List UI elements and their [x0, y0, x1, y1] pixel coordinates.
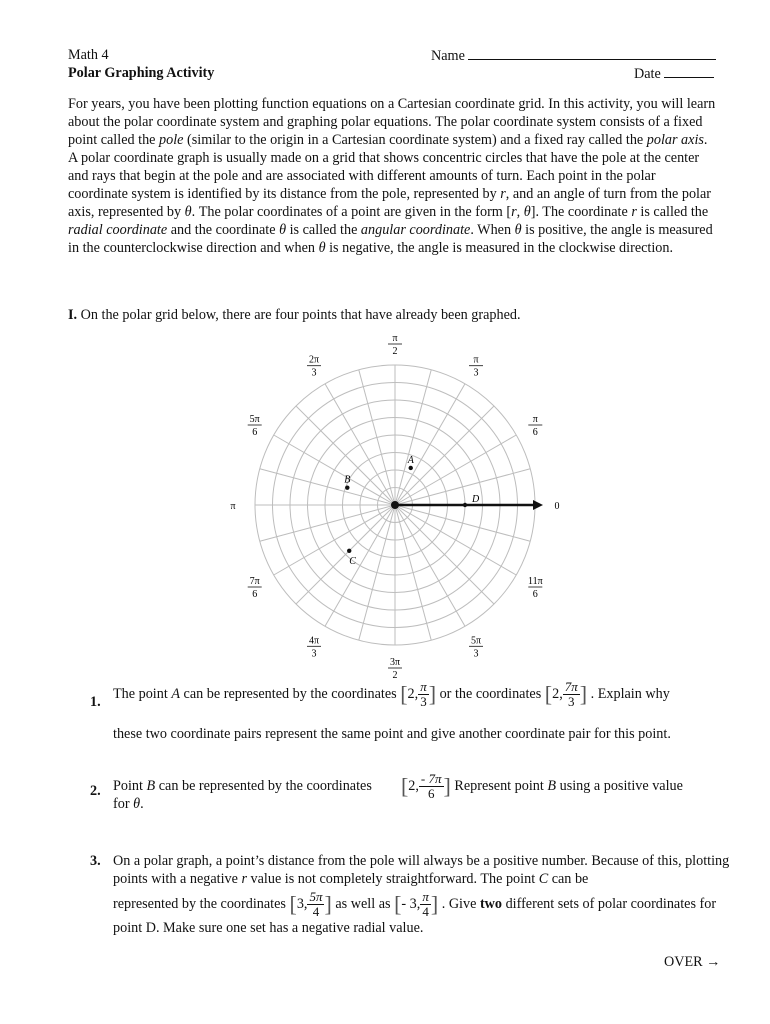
- angle-label-numerator: 11π: [527, 576, 543, 587]
- question-2: 2. Point B can be represented by the coordinates [2, $\frac{- 7\pi}{6}$ ] Represent point B using a positive value for θ.: [90, 771, 683, 812]
- grid-ray: [274, 505, 395, 575]
- coordinate-a1: [2, $\frac{\pi}{3}$ ]: [400, 679, 437, 709]
- angle-label-numerator: 2π: [308, 354, 320, 366]
- grid-ray: [395, 505, 516, 575]
- angle-label-denominator: 6: [252, 589, 258, 600]
- arrowhead-icon: [533, 500, 543, 510]
- grid-ray: [359, 505, 395, 640]
- angle-label-denominator: 3: [473, 367, 479, 379]
- intro-paragraph: For years, you have been plotting function equations on a Cartesian coordinate grid. In this activity, you will learn about the polar coordinate system and graphing polar equations. The polar coordinate system consists of a fixed point called the pole (similar to the origin in a Cartesian coordinate system) and a fixed ray called the polar axis. A polar coordinate graph is usually made on a grid that shows concentric circles that have the pole at the center and rays that begin at the pole and are associated with different amounts of turn. Each point in the polar coordinate system is identified by its distance from the pole, represented by r, and an angle of turn from the polar axis, represented by θ. The polar coordinates of a point are given in the form [r, θ]. The coordinate r is called the radial coordinate and the coordinate θ is called the angular coordinate. When θ is positive, the angle is measured in the counterclockwise direction and when θ is negative, the angle is measured in the clockwise direction.: [68, 96, 716, 256]
- grid-ray: [395, 505, 465, 626]
- coordinate-c2: [- 3, $\frac{\pi}{4}$ ]: [394, 889, 439, 919]
- polar-grid: [225, 330, 565, 680]
- angle-label: π: [230, 501, 236, 512]
- grid-ray: [395, 505, 431, 640]
- angle-label-numerator: 4π: [308, 635, 320, 647]
- coordinate-c1: [3, $\frac{5\pi}{4}$ ]: [289, 889, 332, 919]
- grid-ray: [395, 505, 494, 604]
- grid-ray: [296, 505, 395, 604]
- grid-ray: [395, 370, 431, 505]
- date-field[interactable]: [634, 65, 714, 83]
- angle-label-numerator: 7π: [249, 576, 260, 587]
- date-blank[interactable]: [664, 65, 714, 78]
- angle-label-numerator: π: [473, 354, 479, 366]
- name-field[interactable]: [431, 47, 716, 65]
- angle-label-denominator: 2: [392, 670, 398, 680]
- worksheet-title: Polar Graphing Activity: [68, 65, 215, 81]
- grid-ray: [274, 435, 395, 505]
- point-a: [409, 466, 413, 470]
- angle-label-numerator: π: [532, 414, 538, 425]
- coordinate-b: [2, $\frac{- 7\pi}{6}$ ]: [400, 771, 451, 801]
- name-label: Name: [431, 48, 465, 64]
- question-3: 3. On a polar graph, a point’s distance from the pole will always be a positive number. Because of this, plotting points with a negative r value is not completely straightforward. The point C can be represented by the coordinates [3, $\frac{5\pi}{4}$ ] as well as [- 3, $\frac{\pi}{4}$ ] . Give two different sets of polar coordinates for point D. Make sure one set has a negative radial value.: [90, 853, 730, 936]
- grid-ray: [359, 370, 395, 505]
- over-label: OVER →: [664, 954, 721, 970]
- grid-ray: [325, 384, 395, 505]
- grid-ray: [395, 469, 530, 505]
- point-label: A: [407, 454, 414, 466]
- point-b: [345, 485, 349, 489]
- pole-point: [391, 501, 399, 509]
- angle-label-numerator: 3π: [389, 657, 401, 668]
- grid-ray: [395, 384, 465, 505]
- date-label: Date: [634, 66, 661, 82]
- coordinate-a2: [2, $\frac{7\pi}{3}$ ]: [544, 679, 588, 709]
- angle-label-denominator: 6: [532, 589, 538, 600]
- grid-ray: [325, 505, 395, 626]
- angle-label: 0: [554, 501, 560, 512]
- angle-label-denominator: 6: [532, 427, 538, 438]
- angle-label-denominator: 3: [311, 367, 317, 379]
- point-label: C: [349, 555, 356, 567]
- angle-label-denominator: 2: [392, 346, 398, 357]
- name-blank[interactable]: [468, 47, 716, 60]
- course-label: Math 4: [68, 47, 109, 63]
- point-label: B: [344, 474, 351, 486]
- point-label: D: [472, 494, 480, 505]
- grid-ray: [260, 469, 395, 505]
- angle-label-numerator: 5π: [470, 635, 482, 647]
- grid-ray: [260, 505, 395, 541]
- angle-label-denominator: 3: [473, 648, 479, 660]
- grid-ray: [296, 406, 395, 505]
- angle-label-denominator: 6: [252, 427, 258, 438]
- angle-label-numerator: π: [392, 333, 398, 344]
- question-1: 1. The point A can be represented by the coordinates [2, $\frac{\pi}{3}$ ] or the coordinates [2, $\frac{7\pi}{3}$ ] . Explain why these two coordinate pairs represent the same point and give another coordinate pair for this point.: [90, 679, 671, 742]
- angle-label-denominator: 3: [311, 648, 317, 660]
- grid-ray: [395, 435, 516, 505]
- angle-label-numerator: 5π: [249, 414, 260, 425]
- point-c: [347, 549, 351, 553]
- grid-ray: [395, 505, 530, 541]
- section-1-heading: I. On the polar grid below, there are four points that have already been graphed.: [68, 307, 521, 323]
- point-d: [463, 503, 467, 507]
